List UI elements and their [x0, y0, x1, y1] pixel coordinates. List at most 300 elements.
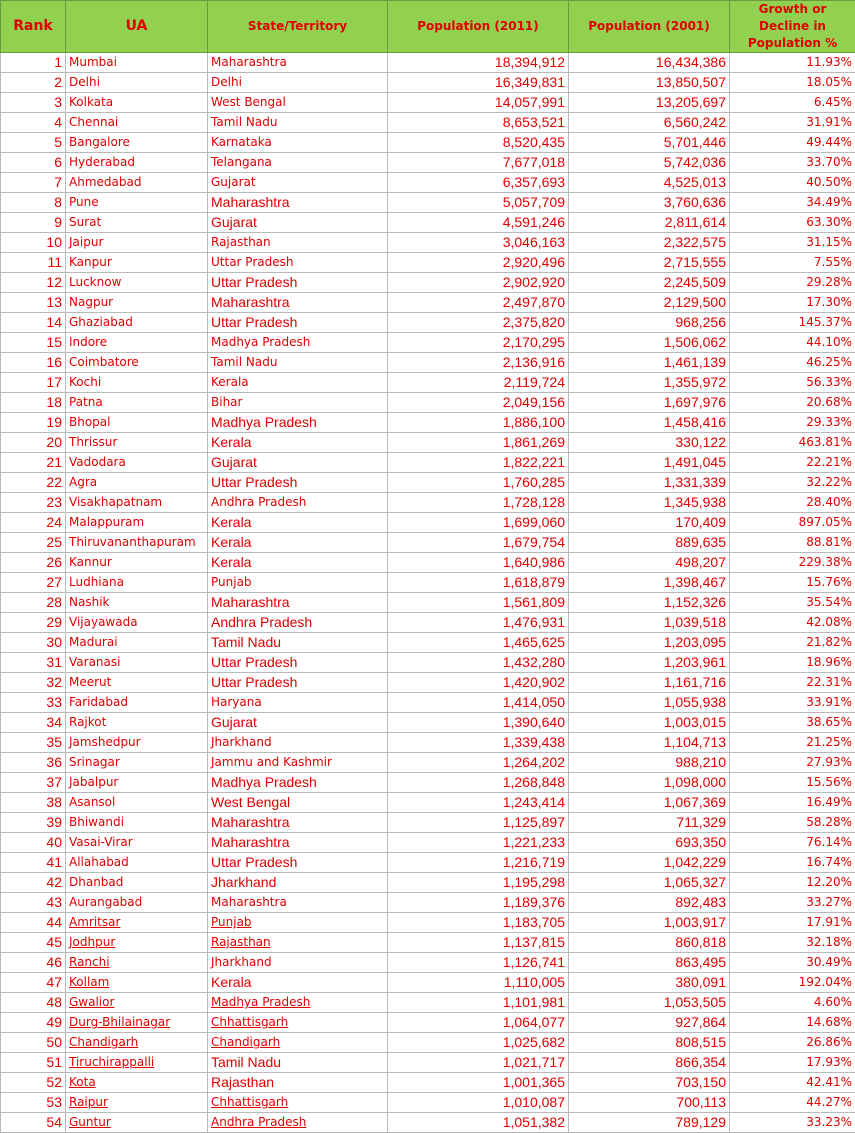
population-2001-cell: 927,864 — [569, 1013, 730, 1033]
ua-cell: Thrissur — [66, 433, 208, 453]
population-2011-cell: 1,001,365 — [388, 1073, 569, 1093]
state-cell: West Bengal — [208, 793, 388, 813]
state-cell: Gujarat — [208, 213, 388, 233]
population-2011-cell: 1,221,233 — [388, 833, 569, 853]
rank-cell: 28 — [1, 593, 66, 613]
ua-cell: Nashik — [66, 593, 208, 613]
growth-cell: 21.82% — [730, 633, 855, 653]
ua-cell[interactable]: Ranchi — [66, 953, 208, 973]
ua-cell: Bhopal — [66, 413, 208, 433]
ua-cell[interactable]: Kollam — [66, 973, 208, 993]
table-row — [1, 913, 855, 933]
table-row — [1, 953, 855, 973]
population-2011-cell: 2,375,820 — [388, 313, 569, 333]
table-row — [1, 693, 855, 713]
population-2001-cell: 700,113 — [569, 1093, 730, 1113]
ua-cell[interactable]: Tiruchirappalli — [66, 1053, 208, 1073]
population-2011-cell: 16,349,831 — [388, 73, 569, 93]
growth-cell: 88.81% — [730, 533, 855, 553]
growth-cell: 32.18% — [730, 933, 855, 953]
population-2001-cell: 1,039,518 — [569, 613, 730, 633]
population-2011-cell: 1,268,848 — [388, 773, 569, 793]
growth-cell: 58.28% — [730, 813, 855, 833]
state-cell: Punjab — [208, 573, 388, 593]
state-cell: Andhra Pradesh — [208, 613, 388, 633]
population-2001-cell: 968,256 — [569, 313, 730, 333]
growth-cell: 38.65% — [730, 713, 855, 733]
population-2011-cell: 1,679,754 — [388, 533, 569, 553]
table-row — [1, 933, 855, 953]
population-2001-cell: 2,811,614 — [569, 213, 730, 233]
population-2011-cell: 2,497,870 — [388, 293, 569, 313]
table-row — [1, 133, 855, 153]
table-row — [1, 613, 855, 633]
population-2011-cell: 1,465,625 — [388, 633, 569, 653]
ua-cell: Meerut — [66, 673, 208, 693]
rank-cell: 42 — [1, 873, 66, 893]
rank-cell: 50 — [1, 1033, 66, 1053]
ua-cell: Ludhiana — [66, 573, 208, 593]
state-cell: Jharkhand — [208, 873, 388, 893]
population-2001-cell: 1,065,327 — [569, 873, 730, 893]
population-2001-cell: 2,322,575 — [569, 233, 730, 253]
table-row — [1, 313, 855, 333]
rank-cell: 54 — [1, 1113, 66, 1133]
state-cell[interactable]: Chhattisgarh — [208, 1093, 388, 1113]
rank-cell: 24 — [1, 513, 66, 533]
population-2011-cell: 1,137,815 — [388, 933, 569, 953]
table-row — [1, 1113, 855, 1133]
state-cell: Maharashtra — [208, 833, 388, 853]
population-2001-cell: 1,203,095 — [569, 633, 730, 653]
table-row — [1, 753, 855, 773]
rank-cell: 27 — [1, 573, 66, 593]
growth-cell: 33.23% — [730, 1113, 855, 1133]
population-2011-cell: 1,822,221 — [388, 453, 569, 473]
population-2011-cell: 1,390,640 — [388, 713, 569, 733]
ua-cell[interactable]: Jodhpur — [66, 933, 208, 953]
state-cell: Karnataka — [208, 133, 388, 153]
population-2011-cell: 1,010,087 — [388, 1093, 569, 1113]
table-row — [1, 853, 855, 873]
population-2011-cell: 1,126,741 — [388, 953, 569, 973]
ua-cell: Ghaziabad — [66, 313, 208, 333]
rank-cell: 48 — [1, 993, 66, 1013]
state-cell: Kerala — [208, 533, 388, 553]
rank-cell: 26 — [1, 553, 66, 573]
growth-cell: 34.49% — [730, 193, 855, 213]
population-2001-cell: 1,067,369 — [569, 793, 730, 813]
growth-cell: 42.08% — [730, 613, 855, 633]
ua-cell: Bhiwandi — [66, 813, 208, 833]
population-2011-cell: 1,886,100 — [388, 413, 569, 433]
growth-cell: 12.20% — [730, 873, 855, 893]
population-2001-cell: 693,350 — [569, 833, 730, 853]
growth-cell: 31.15% — [730, 233, 855, 253]
ua-cell: Rajkot — [66, 713, 208, 733]
ua-cell[interactable]: Durg-Bhilainagar — [66, 1013, 208, 1033]
ua-cell: Thiruvananthapuram — [66, 533, 208, 553]
table-row — [1, 113, 855, 133]
population-2001-cell: 1,053,505 — [569, 993, 730, 1013]
ua-cell: Ahmedabad — [66, 173, 208, 193]
rank-cell: 22 — [1, 473, 66, 493]
population-2001-cell: 703,150 — [569, 1073, 730, 1093]
rank-cell: 32 — [1, 673, 66, 693]
ua-cell: Chennai — [66, 113, 208, 133]
rank-cell: 53 — [1, 1093, 66, 1113]
rank-cell: 10 — [1, 233, 66, 253]
state-cell: Uttar Pradesh — [208, 853, 388, 873]
growth-cell: 28.40% — [730, 493, 855, 513]
population-2001-cell: 1,003,917 — [569, 913, 730, 933]
population-2001-cell: 13,205,697 — [569, 93, 730, 113]
growth-cell: 21.25% — [730, 733, 855, 753]
ua-cell: Faridabad — [66, 693, 208, 713]
state-cell: Kerala — [208, 553, 388, 573]
population-2001-cell: 892,483 — [569, 893, 730, 913]
ua-cell: Kanpur — [66, 253, 208, 273]
table-row — [1, 353, 855, 373]
population-2001-cell: 1,491,045 — [569, 453, 730, 473]
table-row — [1, 833, 855, 853]
population-2011-cell: 1,728,128 — [388, 493, 569, 513]
population-2001-cell: 2,715,555 — [569, 253, 730, 273]
rank-cell: 41 — [1, 853, 66, 873]
growth-cell: 44.27% — [730, 1093, 855, 1113]
state-cell: Kerala — [208, 973, 388, 993]
header-state: State/Territory — [208, 1, 388, 53]
ua-cell: Vasai-Virar — [66, 833, 208, 853]
state-cell: Rajasthan — [208, 233, 388, 253]
state-cell: Kerala — [208, 513, 388, 533]
population-2011-cell: 2,136,916 — [388, 353, 569, 373]
state-cell: Uttar Pradesh — [208, 473, 388, 493]
ua-cell: Dhanbad — [66, 873, 208, 893]
growth-cell: 33.70% — [730, 153, 855, 173]
header-rank: Rank — [1, 1, 66, 53]
growth-cell: 31.91% — [730, 113, 855, 133]
population-2001-cell: 889,635 — [569, 533, 730, 553]
state-cell: Telangana — [208, 153, 388, 173]
state-cell[interactable]: Chhattisgarh — [208, 1013, 388, 1033]
ua-cell: Vijayawada — [66, 613, 208, 633]
population-2001-cell: 1,398,467 — [569, 573, 730, 593]
population-2001-cell: 6,560,242 — [569, 113, 730, 133]
rank-cell: 23 — [1, 493, 66, 513]
population-2011-cell: 1,264,202 — [388, 753, 569, 773]
growth-cell: 17.30% — [730, 293, 855, 313]
state-cell: Tamil Nadu — [208, 113, 388, 133]
ua-cell: Lucknow — [66, 273, 208, 293]
rank-cell: 33 — [1, 693, 66, 713]
population-2001-cell: 860,818 — [569, 933, 730, 953]
population-2001-cell: 13,850,507 — [569, 73, 730, 93]
table-body — [1, 53, 855, 1133]
rank-cell: 52 — [1, 1073, 66, 1093]
rank-cell: 11 — [1, 253, 66, 273]
population-2011-cell: 1,339,438 — [388, 733, 569, 753]
state-cell[interactable]: Chandigarh — [208, 1033, 388, 1053]
state-cell: Maharashtra — [208, 893, 388, 913]
state-cell: Gujarat — [208, 453, 388, 473]
population-2001-cell: 16,434,386 — [569, 53, 730, 73]
rank-cell: 13 — [1, 293, 66, 313]
rank-cell: 1 — [1, 53, 66, 73]
state-cell: Maharashtra — [208, 293, 388, 313]
table-row — [1, 1073, 855, 1093]
population-2001-cell: 1,055,938 — [569, 693, 730, 713]
ua-cell: Madurai — [66, 633, 208, 653]
growth-cell: 22.21% — [730, 453, 855, 473]
population-2001-cell: 1,506,062 — [569, 333, 730, 353]
table-row — [1, 433, 855, 453]
ua-cell: Bangalore — [66, 133, 208, 153]
table-row — [1, 273, 855, 293]
rank-cell: 47 — [1, 973, 66, 993]
rank-cell: 43 — [1, 893, 66, 913]
state-cell: West Bengal — [208, 93, 388, 113]
ua-cell: Vadodara — [66, 453, 208, 473]
table-row — [1, 773, 855, 793]
population-2001-cell: 1,461,139 — [569, 353, 730, 373]
ua-cell: Kolkata — [66, 93, 208, 113]
growth-cell: 4.60% — [730, 993, 855, 1013]
rank-cell: 25 — [1, 533, 66, 553]
rank-cell: 39 — [1, 813, 66, 833]
table-row — [1, 1093, 855, 1113]
ua-cell[interactable]: Gwalior — [66, 993, 208, 1013]
table-row — [1, 633, 855, 653]
state-cell: Jharkhand — [208, 953, 388, 973]
population-2011-cell: 2,902,920 — [388, 273, 569, 293]
growth-cell: 17.91% — [730, 913, 855, 933]
population-2011-cell: 1,216,719 — [388, 853, 569, 873]
table-row — [1, 653, 855, 673]
rank-cell: 12 — [1, 273, 66, 293]
population-2001-cell: 789,129 — [569, 1113, 730, 1133]
state-cell: Tamil Nadu — [208, 353, 388, 373]
state-cell: Uttar Pradesh — [208, 313, 388, 333]
state-cell: Maharashtra — [208, 53, 388, 73]
population-2011-cell: 1,021,717 — [388, 1053, 569, 1073]
population-2011-cell: 1,561,809 — [388, 593, 569, 613]
ua-cell: Srinagar — [66, 753, 208, 773]
population-2011-cell: 2,119,724 — [388, 373, 569, 393]
population-2001-cell: 808,515 — [569, 1033, 730, 1053]
population-2011-cell: 6,357,693 — [388, 173, 569, 193]
rank-cell: 3 — [1, 93, 66, 113]
state-cell[interactable]: Rajasthan — [208, 933, 388, 953]
population-2001-cell: 1,331,339 — [569, 473, 730, 493]
growth-cell: 20.68% — [730, 393, 855, 413]
ua-cell: Kochi — [66, 373, 208, 393]
population-2001-cell: 1,098,000 — [569, 773, 730, 793]
ua-cell[interactable]: Kota — [66, 1073, 208, 1093]
rank-cell: 9 — [1, 213, 66, 233]
growth-cell: 35.54% — [730, 593, 855, 613]
state-cell: Gujarat — [208, 173, 388, 193]
growth-cell: 27.93% — [730, 753, 855, 773]
state-cell: Maharashtra — [208, 593, 388, 613]
rank-cell: 34 — [1, 713, 66, 733]
ua-cell[interactable]: Guntur — [66, 1113, 208, 1133]
state-cell: Tamil Nadu — [208, 633, 388, 653]
state-cell: Maharashtra — [208, 193, 388, 213]
table-row — [1, 533, 855, 553]
table-row — [1, 713, 855, 733]
state-cell: Kerala — [208, 433, 388, 453]
rank-cell: 6 — [1, 153, 66, 173]
table-row — [1, 473, 855, 493]
rank-cell: 44 — [1, 913, 66, 933]
ua-cell: Asansol — [66, 793, 208, 813]
growth-cell: 17.93% — [730, 1053, 855, 1073]
table-row — [1, 733, 855, 753]
table-row — [1, 593, 855, 613]
growth-cell: 15.56% — [730, 773, 855, 793]
state-cell: Tamil Nadu — [208, 1053, 388, 1073]
table-row — [1, 1053, 855, 1073]
header-growth: Growth or Decline in Population % — [730, 1, 855, 53]
ua-cell: Agra — [66, 473, 208, 493]
ua-cell[interactable]: Amritsar — [66, 913, 208, 933]
growth-cell: 897.05% — [730, 513, 855, 533]
population-2011-cell: 1,861,269 — [388, 433, 569, 453]
state-cell[interactable]: Punjab — [208, 913, 388, 933]
ua-cell[interactable]: Raipur — [66, 1093, 208, 1113]
rank-cell: 5 — [1, 133, 66, 153]
population-2001-cell: 5,742,036 — [569, 153, 730, 173]
table-row — [1, 813, 855, 833]
population-2011-cell: 1,183,705 — [388, 913, 569, 933]
rank-cell: 30 — [1, 633, 66, 653]
population-2001-cell: 711,329 — [569, 813, 730, 833]
rank-cell: 51 — [1, 1053, 66, 1073]
ua-cell: Hyderabad — [66, 153, 208, 173]
rank-cell: 4 — [1, 113, 66, 133]
growth-cell: 463.81% — [730, 433, 855, 453]
population-2011-cell: 8,653,521 — [388, 113, 569, 133]
ua-cell: Varanasi — [66, 653, 208, 673]
population-2011-cell: 18,394,912 — [388, 53, 569, 73]
growth-cell: 40.50% — [730, 173, 855, 193]
ua-cell: Jaipur — [66, 233, 208, 253]
rank-cell: 45 — [1, 933, 66, 953]
population-2011-cell: 1,640,986 — [388, 553, 569, 573]
rank-cell: 40 — [1, 833, 66, 853]
state-cell: Uttar Pradesh — [208, 673, 388, 693]
header-population-2011: Population (2011) — [388, 1, 569, 53]
growth-cell: 18.05% — [730, 73, 855, 93]
growth-cell: 16.74% — [730, 853, 855, 873]
table-row — [1, 393, 855, 413]
rank-cell: 21 — [1, 453, 66, 473]
ua-cell: Aurangabad — [66, 893, 208, 913]
growth-cell: 229.38% — [730, 553, 855, 573]
ua-cell[interactable]: Chandigarh — [66, 1033, 208, 1053]
population-2001-cell: 2,245,509 — [569, 273, 730, 293]
table-row — [1, 53, 855, 73]
state-cell: Maharashtra — [208, 813, 388, 833]
ua-cell: Jabalpur — [66, 773, 208, 793]
population-2011-cell: 1,064,077 — [388, 1013, 569, 1033]
population-2011-cell: 7,677,018 — [388, 153, 569, 173]
rank-cell: 20 — [1, 433, 66, 453]
table-row — [1, 193, 855, 213]
population-2011-cell: 14,057,991 — [388, 93, 569, 113]
population-2001-cell: 863,495 — [569, 953, 730, 973]
population-2011-cell: 3,046,163 — [388, 233, 569, 253]
population-2011-cell: 2,920,496 — [388, 253, 569, 273]
state-cell: Madhya Pradesh — [208, 413, 388, 433]
growth-cell: 49.44% — [730, 133, 855, 153]
state-cell: Madhya Pradesh — [208, 773, 388, 793]
growth-cell: 63.30% — [730, 213, 855, 233]
table-row — [1, 453, 855, 473]
growth-cell: 46.25% — [730, 353, 855, 373]
state-cell: Uttar Pradesh — [208, 253, 388, 273]
state-cell: Uttar Pradesh — [208, 653, 388, 673]
population-2011-cell: 1,125,897 — [388, 813, 569, 833]
rank-cell: 16 — [1, 353, 66, 373]
table-row — [1, 873, 855, 893]
population-2011-cell: 1,699,060 — [388, 513, 569, 533]
growth-cell: 18.96% — [730, 653, 855, 673]
population-2001-cell: 498,207 — [569, 553, 730, 573]
population-2011-cell: 1,420,902 — [388, 673, 569, 693]
population-2001-cell: 1,104,713 — [569, 733, 730, 753]
population-2011-cell: 1,051,382 — [388, 1113, 569, 1133]
table-row — [1, 253, 855, 273]
growth-cell: 7.55% — [730, 253, 855, 273]
state-cell[interactable]: Madhya Pradesh — [208, 993, 388, 1013]
ua-cell: Mumbai — [66, 53, 208, 73]
table-row — [1, 173, 855, 193]
ua-cell: Kannur — [66, 553, 208, 573]
state-cell: Jharkhand — [208, 733, 388, 753]
rank-cell: 35 — [1, 733, 66, 753]
table-row — [1, 893, 855, 913]
rank-cell: 49 — [1, 1013, 66, 1033]
population-2011-cell: 1,195,298 — [388, 873, 569, 893]
growth-cell: 32.22% — [730, 473, 855, 493]
growth-cell: 6.45% — [730, 93, 855, 113]
table-row — [1, 73, 855, 93]
ua-cell: Surat — [66, 213, 208, 233]
growth-cell: 42.41% — [730, 1073, 855, 1093]
growth-cell: 30.49% — [730, 953, 855, 973]
state-cell: Gujarat — [208, 713, 388, 733]
table-row — [1, 673, 855, 693]
population-2001-cell: 5,701,446 — [569, 133, 730, 153]
rank-cell: 38 — [1, 793, 66, 813]
state-cell: Andhra Pradesh — [208, 493, 388, 513]
state-cell[interactable]: Andhra Pradesh — [208, 1113, 388, 1133]
table-row — [1, 233, 855, 253]
rank-cell: 17 — [1, 373, 66, 393]
table-row — [1, 333, 855, 353]
population-2011-cell: 1,243,414 — [388, 793, 569, 813]
ua-cell: Patna — [66, 393, 208, 413]
ua-cell: Visakhapatnam — [66, 493, 208, 513]
growth-cell: 26.86% — [730, 1033, 855, 1053]
table-row — [1, 573, 855, 593]
table-row — [1, 293, 855, 313]
population-2001-cell: 1,355,972 — [569, 373, 730, 393]
population-2001-cell: 988,210 — [569, 753, 730, 773]
rank-cell: 15 — [1, 333, 66, 353]
